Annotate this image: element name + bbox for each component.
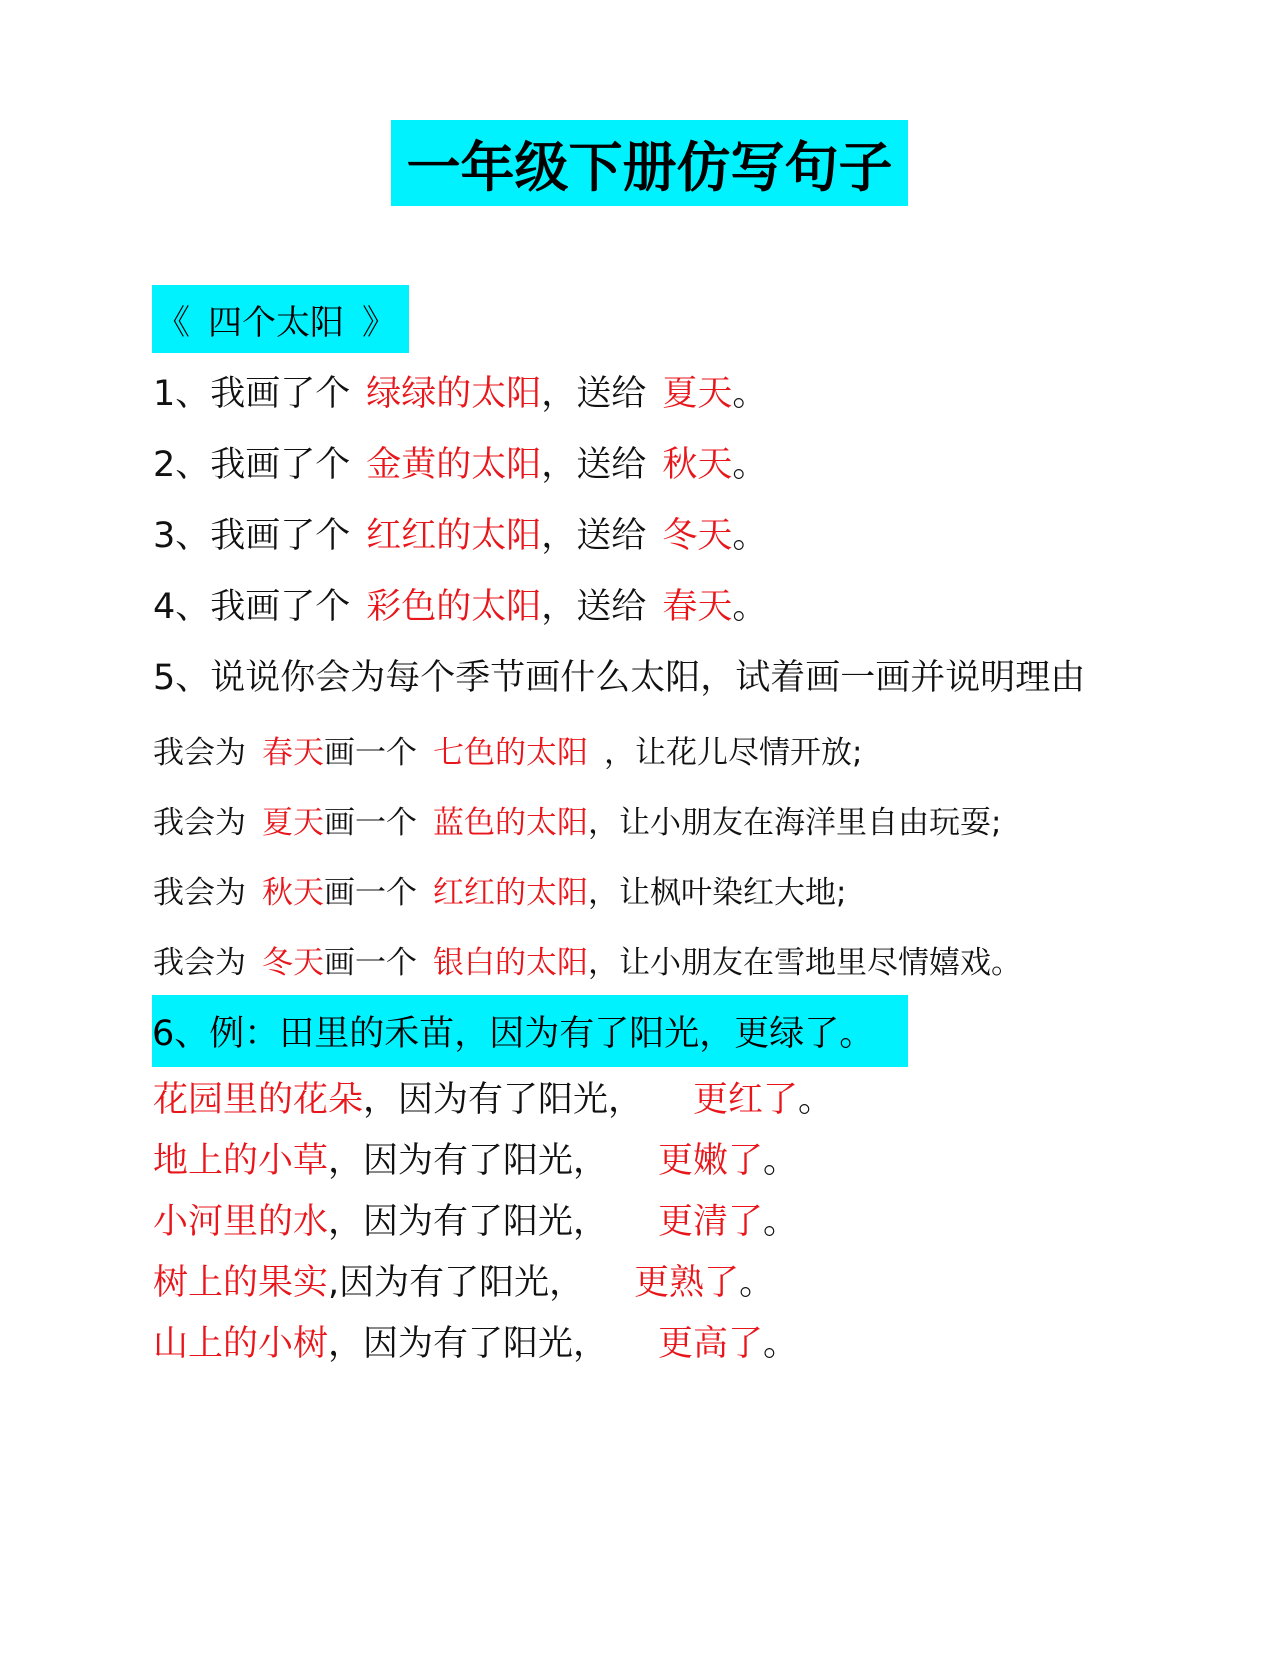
line-prefix: 1、我画了个 [153,374,351,414]
line-end: 。 [739,1263,775,1303]
line-middle: ，因为有了阳光， [328,1202,609,1242]
line-prefix: 3、我画了个 [153,516,351,556]
question-5: 5、说说你会为每个季节画什么太阳，试着画一画并说明理由 [153,658,1086,698]
line-prefix: 2、我画了个 [153,445,351,485]
line-reason: ，让小朋友在雪地里尽情嬉戏。 [588,945,1022,981]
line-lead: 我会为 [153,735,246,771]
line-mid: ，送给 [541,516,647,556]
season-line-spring [153,736,862,770]
subject-text: 山上的小树 [153,1324,329,1364]
section-name: 四个太阳 [208,302,344,343]
line-end: 。 [732,374,768,414]
subject-text: 地上的小草 [153,1141,329,1181]
section-heading-four-suns [152,285,409,353]
colored-sun-text: 金黄的太阳 [366,445,542,485]
line-middle: ,因为有了阳光， [328,1263,585,1303]
line-mid: 画一个 [324,875,417,911]
example-text: 6、例：田里的禾苗，因为有了阳光，更绿了。 [152,1014,875,1054]
season-text: 秋天 [662,445,733,485]
example-line-1 [153,1081,833,1120]
line-mid: ，送给 [541,374,647,414]
line-reason: ，让花儿尽情开放; [604,735,863,771]
line-mid: 画一个 [324,805,417,841]
result-text: 更清了 [658,1202,764,1242]
season-text: 春天 [262,735,324,771]
line-middle: ，因为有了阳光， [328,1141,609,1181]
example-line-3 [153,1203,798,1242]
line-reason: ，让枫叶染红大地; [588,875,847,911]
line-lead: 我会为 [153,805,246,841]
colored-sun-text: 蓝色的太阳 [433,805,588,841]
season-text: 夏天 [262,805,324,841]
season-text: 冬天 [262,945,324,981]
line-lead: 我会为 [153,875,246,911]
line-mid: 画一个 [324,735,417,771]
line-middle: ，因为有了阳光， [363,1080,644,1120]
line-middle: ，因为有了阳光， [328,1324,609,1364]
result-text: 更熟了 [634,1263,740,1303]
line-end: 。 [763,1202,799,1242]
season-text: 秋天 [262,875,324,911]
line-prefix: 4、我画了个 [153,587,351,627]
result-text: 更红了 [693,1080,799,1120]
sun-line-1 [153,375,767,414]
line-end: 。 [732,587,768,627]
colored-sun-text: 银白的太阳 [433,945,588,981]
line-end: 。 [798,1080,834,1120]
line-reason: ，让小朋友在海洋里自由玩耍; [588,805,1002,841]
line-end: 。 [763,1324,799,1364]
season-text: 春天 [662,587,733,627]
subject-text: 树上的果实 [153,1263,329,1303]
example-line-4 [153,1264,774,1303]
open-book-mark: 《 [156,302,190,343]
colored-sun-text: 红红的太阳 [433,875,588,911]
season-line-autumn [153,876,846,910]
colored-sun-text: 彩色的太阳 [366,587,542,627]
subject-text: 小河里的水 [153,1202,329,1242]
line-mid: 画一个 [324,945,417,981]
line-end: 。 [732,445,768,485]
season-line-summer [153,806,1001,840]
result-text: 更高了 [658,1324,764,1364]
page-title: 一年级下册仿写句子 [391,120,908,206]
line-lead: 我会为 [153,945,246,981]
colored-sun-text: 七色的太阳 [433,735,588,771]
season-line-winter [153,946,1022,980]
sun-line-3 [153,517,767,556]
line-mid: ，送给 [541,445,647,485]
sun-line-4 [153,588,767,627]
season-text: 夏天 [662,374,733,414]
sun-line-2 [153,446,767,485]
season-text: 冬天 [662,516,733,556]
colored-sun-text: 红红的太阳 [366,516,542,556]
subject-text: 花园里的花朵 [153,1080,364,1120]
line-mid: ，送给 [541,587,647,627]
close-book-mark: 》 [362,302,396,343]
line-end: 。 [732,516,768,556]
colored-sun-text: 绿绿的太阳 [366,374,542,414]
line-end: 。 [763,1141,799,1181]
example-line-5 [153,1325,798,1364]
result-text: 更嫩了 [658,1141,764,1181]
example-banner [152,995,908,1067]
example-line-2 [153,1142,798,1181]
